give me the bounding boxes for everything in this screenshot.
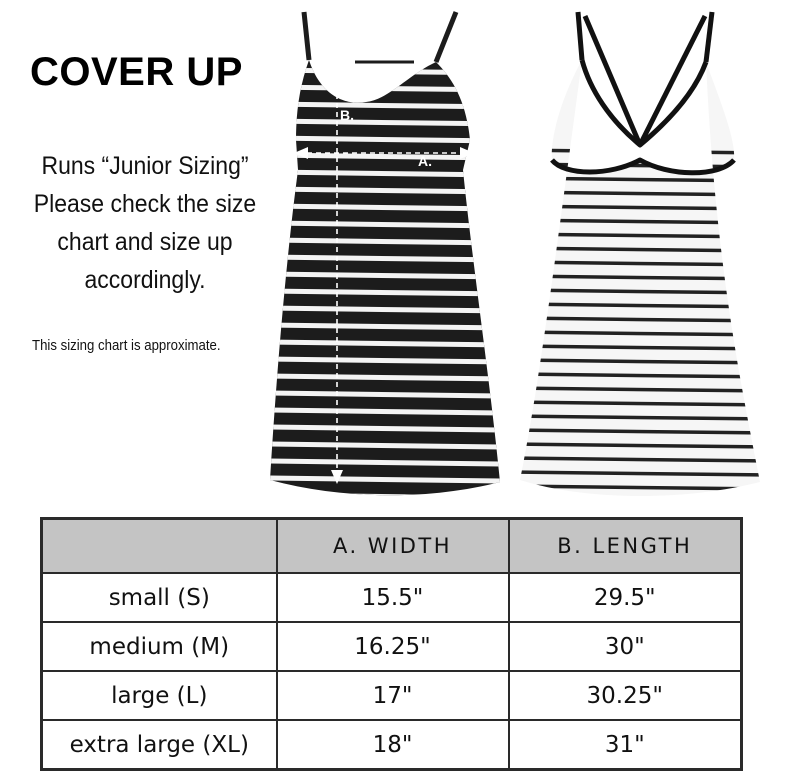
front-dress-image [266, 0, 504, 505]
front-dress-stripe [266, 240, 504, 243]
length-cell: 31" [509, 720, 742, 770]
sizing-note-line: Please check the size [33, 190, 257, 218]
front-dress-stripe [266, 342, 504, 345]
length-cell: 30.25" [509, 671, 742, 720]
front-dress-stripe [266, 274, 504, 277]
width-cell: 17" [277, 671, 509, 720]
front-dress-stripe [266, 495, 504, 498]
front-dress-stripe [266, 291, 504, 294]
front-dress-stripe [266, 70, 504, 73]
front-dress-stripe [266, 121, 504, 124]
back-dress-stripe [512, 262, 768, 265]
back-dress-stripe [512, 192, 768, 195]
front-dress-stripe [266, 444, 504, 447]
disclaimer-text: This sizing chart is approximate. [32, 337, 221, 354]
front-dress-stripe [266, 410, 504, 413]
front-dress-stripe [266, 427, 504, 430]
length-cell: 30" [509, 622, 742, 671]
width-cell: 18" [277, 720, 509, 770]
page-title: COVER UP [30, 50, 243, 94]
length-column-header: B. LENGTH [509, 519, 742, 574]
width-column-header: A. WIDTH [277, 519, 509, 574]
length-marker-label: B. [340, 107, 354, 123]
sizing-note-line: chart and size up [57, 228, 233, 256]
back-dress-stripe [512, 248, 768, 251]
width-cell: 15.5" [277, 573, 509, 622]
table-row [42, 671, 742, 720]
front-dress-stripe [266, 257, 504, 260]
sizing-note-line: accordingly. [84, 266, 206, 294]
front-dress-stripe [266, 478, 504, 481]
front-dress-stripe [266, 87, 504, 90]
front-dress-stripe [266, 393, 504, 396]
back-dress-stripe [512, 220, 768, 223]
table-row [42, 573, 742, 622]
size-cell: medium (M) [42, 622, 277, 671]
back-dress-stripe [512, 206, 768, 209]
size-chart-table [40, 517, 743, 771]
front-dress-stripe [266, 138, 504, 141]
front-dress-stripe [266, 359, 504, 362]
front-dress-stripe [266, 104, 504, 107]
front-dress-stripe [266, 172, 504, 175]
back-dress-fabric [512, 0, 768, 505]
back-dress-stripe [512, 290, 768, 293]
width-cell: 16.25" [277, 622, 509, 671]
front-dress-stripe [266, 461, 504, 464]
size-column-header [42, 519, 277, 574]
table-row [42, 720, 742, 770]
front-dress-stripe [266, 308, 504, 311]
sizing-note [12, 147, 279, 299]
front-dress-stripe [266, 376, 504, 379]
front-dress-stripe [266, 206, 504, 209]
size-chart-header-row [42, 519, 742, 574]
table-row [42, 622, 742, 671]
front-dress-stripe [266, 325, 504, 328]
back-dress-stripe [512, 234, 768, 237]
back-dress-stripe [512, 178, 768, 181]
width-marker-label: A. [418, 153, 432, 169]
length-cell: 29.5" [509, 573, 742, 622]
front-dress-stripe [266, 223, 504, 226]
back-dress-stripe [512, 500, 768, 503]
front-dress-stripe [266, 189, 504, 192]
front-dress-fabric [266, 0, 504, 505]
size-cell: large (L) [42, 671, 277, 720]
sizing-note-line: Runs “Junior Sizing” [41, 152, 249, 180]
back-dress-stripe [512, 276, 768, 279]
size-cell: extra large (XL) [42, 720, 277, 770]
back-dress-image [512, 0, 768, 505]
size-cell: small (S) [42, 573, 277, 622]
